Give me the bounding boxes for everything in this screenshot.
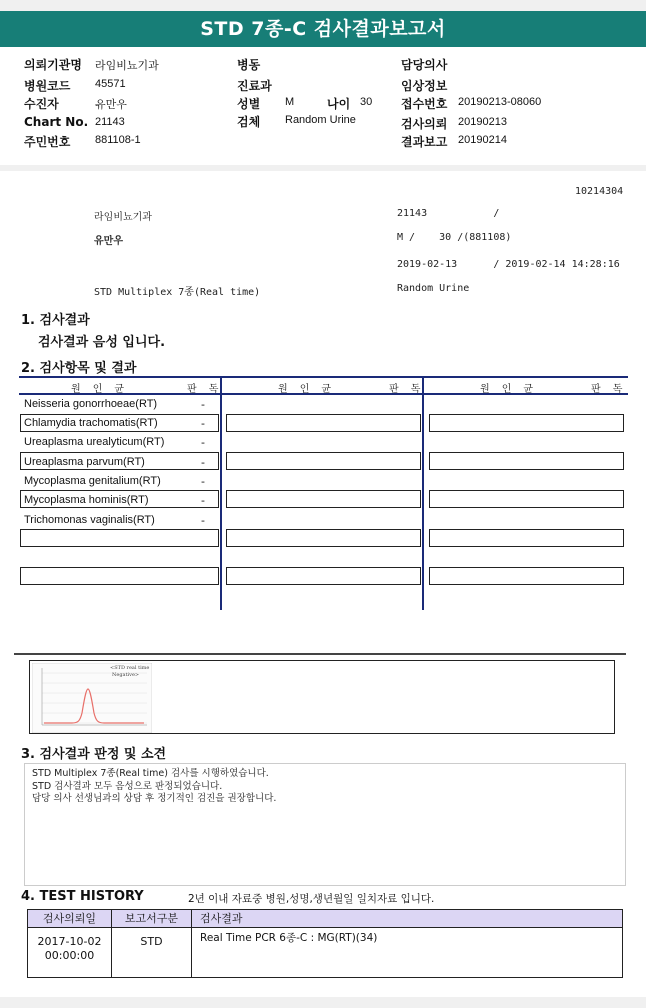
graph-legend-1: <STD real time <box>110 665 150 671</box>
age-value: 30 <box>360 96 373 108</box>
sex-age-line: M / 30 /(881108) <box>397 232 512 243</box>
pathogen-result: - <box>201 475 205 488</box>
col-pathogen-3: 원 인 균 <box>480 384 534 395</box>
age-label: 나이 <box>327 97 351 111</box>
empty-result-box <box>226 452 421 470</box>
empty-result-box <box>429 490 624 508</box>
specimen-label: 검체 <box>237 115 261 129</box>
dates-line: 2019-02-13 / 2019-02-14 14:28:16 <box>397 259 620 270</box>
history-table <box>27 909 623 978</box>
request-date-value: 20190213 <box>458 116 507 128</box>
empty-result-box <box>429 452 624 470</box>
section-4-title: 4. TEST HISTORY <box>21 889 144 904</box>
sex-value: M <box>285 96 295 108</box>
institution-label: 의뢰기관명 <box>24 58 82 72</box>
pathogen-result: - <box>201 398 205 411</box>
patient-value: 유만우 <box>95 99 127 111</box>
graph-separator <box>14 653 626 655</box>
patient-label: 수진자 <box>24 97 59 111</box>
doctor-label: 담당의사 <box>401 58 448 72</box>
specimen-type: Random Urine <box>397 283 470 294</box>
history-type: STD <box>112 928 192 977</box>
patient-name: 유만우 <box>94 236 123 247</box>
history-col-type: 보고서구분 <box>112 910 192 927</box>
test-name: STD Multiplex 7종(Real time) <box>94 287 261 298</box>
top-band <box>0 0 646 11</box>
col-judge-2: 판 독 <box>389 384 421 395</box>
request-date-label: 검사의뢰 <box>401 117 448 131</box>
history-row <box>28 928 622 977</box>
clinic-name: 라임비뇨기과 <box>94 212 152 223</box>
receipt-no-label: 접수번호 <box>401 97 448 111</box>
opinion-line: STD 검사결과 모두 음성으로 판정되었습니다. <box>32 780 223 792</box>
graph-legend-2: Negative> <box>112 672 140 678</box>
pathogen-result: - <box>201 456 205 469</box>
overall-result: 검사결과 음성 입니다. <box>38 335 166 350</box>
empty-result-box <box>226 414 421 432</box>
section-2-title: 2. 검사항목 및 결과 <box>21 361 137 376</box>
clinical-info-label: 임상정보 <box>401 79 448 93</box>
pathogen-result: - <box>201 417 205 430</box>
opinion-line: STD Multiplex 7종(Real time) 검사를 시행하였습니다. <box>32 768 269 779</box>
section-3-title: 3. 검사결과 판정 및 소견 <box>21 747 167 762</box>
chart-no-value: 21143 <box>95 116 125 128</box>
report-date-label: 결과보고 <box>401 135 448 149</box>
history-date-cell <box>28 928 112 977</box>
col-pathogen-2: 원 인 균 <box>278 384 332 395</box>
bottom-band <box>0 997 646 1008</box>
sex-label: 성별 <box>237 97 261 111</box>
pathogen-name: Chlamydia trachomatis(RT) <box>24 417 158 429</box>
section-1-title: 1. 검사결과 <box>21 313 90 328</box>
result-row-box <box>20 529 219 547</box>
history-note: 2년 이내 자료중 병원,성명,생년월일 일치자료 입니다. <box>188 893 435 905</box>
empty-result-box <box>226 567 421 585</box>
report-date-value: 20190214 <box>458 134 507 146</box>
col-judge-3: 판 독 <box>591 384 623 395</box>
history-time: 00:00:00 <box>44 949 95 962</box>
ward-label: 병동 <box>237 58 261 72</box>
history-date: 2017-10-02 <box>37 935 102 948</box>
history-result: Real Time PCR 6종-C : MG(RT)(34) <box>200 932 378 944</box>
pathogen-name: Mycoplasma hominis(RT) <box>24 494 149 506</box>
chart-no-label: Chart No. <box>24 115 89 129</box>
report-body <box>0 171 646 997</box>
result-grid-header <box>19 376 628 395</box>
report-header <box>0 47 646 165</box>
pathogen-result: - <box>201 436 205 449</box>
pathogen-name: Mycoplasma genitalium(RT) <box>24 475 161 487</box>
empty-result-box <box>429 567 624 585</box>
history-header-row <box>28 910 622 928</box>
empty-result-box <box>226 490 421 508</box>
hospital-code-value: 45571 <box>95 78 126 90</box>
empty-result-box <box>429 529 624 547</box>
opinion-box <box>24 763 626 886</box>
result-row-box <box>20 567 219 585</box>
grid-divider-2 <box>422 376 424 610</box>
pathogen-name: Trichomonas vaginalis(RT) <box>24 514 155 526</box>
hospital-code-label: 병원코드 <box>24 79 71 93</box>
pathogen-name: Ureaplasma parvum(RT) <box>24 456 145 468</box>
empty-result-box <box>226 529 421 547</box>
history-col-result: 검사결과 <box>200 912 243 925</box>
col-pathogen-1: 원 인 균 <box>71 384 125 395</box>
specimen-value: Random Urine <box>285 114 356 126</box>
pathogen-result: - <box>201 514 205 527</box>
resident-no-label: 주민번호 <box>24 135 71 149</box>
report-title: STD 7종-C 검사결과보고서 <box>0 11 646 47</box>
resident-no-value: 881108-1 <box>95 134 141 146</box>
pcr-graph-box <box>29 660 615 734</box>
pathogen-name: Neisseria gonorrhoeae(RT) <box>24 398 158 410</box>
pathogen-name: Ureaplasma urealyticum(RT) <box>24 436 165 448</box>
chart-number-line: 21143 / <box>397 208 500 219</box>
opinion-line: 담당 의사 선생님과의 상담 후 정기적인 검진을 권장합니다. <box>32 793 277 804</box>
col-judge-1: 판 독 <box>187 384 219 395</box>
department-label: 진료과 <box>237 79 272 93</box>
receipt-no-value: 20190213-08060 <box>458 96 542 108</box>
history-col-date: 검사의뢰일 <box>28 910 112 927</box>
document-number: 10214304 <box>575 186 624 197</box>
pathogen-result: - <box>201 494 205 507</box>
grid-divider-1 <box>220 376 222 610</box>
institution-value: 라임비뇨기과 <box>95 60 159 72</box>
empty-result-box <box>429 414 624 432</box>
